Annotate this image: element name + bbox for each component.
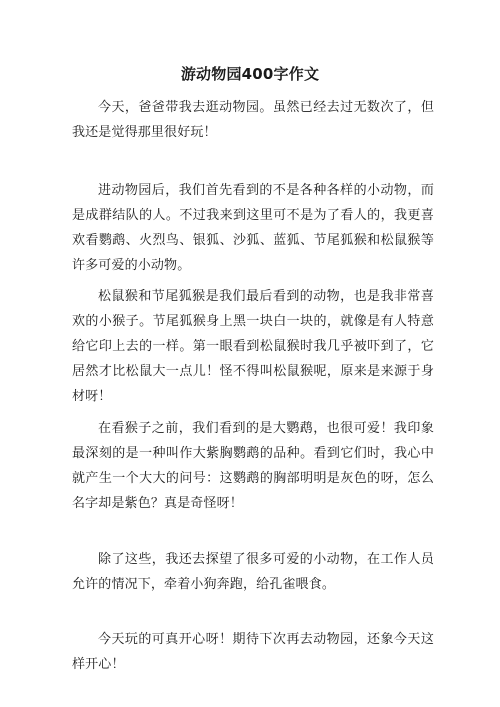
paragraph-4: 在看猴子之前，我们看到的是大鹦鹉，也很可爱！我印象最深刻的是一种叫作大紫胸鹦鹉的品种。看到它们时，我心中就产生一个大大的问号：这鹦鹉的胸部明明是灰色的呀，怎么名字却是紫色？真是奇怪呀！ [72, 421, 434, 511]
document-title: 游动物园400字作文 [180, 65, 320, 83]
paragraph-1: 今天，爸爸带我去逛动物园。虽然已经去过无数次了，但我还是觉得那里很好玩！ [72, 100, 434, 140]
paragraph-5: 除了这些，我还去探望了很多可爱的小动物，在工作人员允许的情况下，牵着小狗奔跑，给孔雀喂食。 [72, 552, 434, 592]
paragraph-3: 松鼠猴和节尾狐猴是我们最后看到的动物，也是我非常喜欢的小猴子。节尾狐猴身上黑一块白一块的，就像是有人特意给它印上去的一样。第一眼看到松鼠猴时我几乎被吓到了，它居然才比松鼠大一点儿！怪不得叫松鼠猴呢，原来是来源于身材呀！ [72, 289, 434, 404]
paragraph-6: 今天玩的可真开心呀！期待下次再去动物园，还象今天这样开心！ [72, 632, 434, 672]
paragraph-2: 进动物园后，我们首先看到的不是各种各样的小动物，而是成群结队的人。不过我来到这里可不是为了看人的，我更喜欢看鹦鹉、火烈鸟、银狐、沙狐、蓝狐、节尾狐猴和松鼠猴等许多可爱的小动物。 [72, 183, 434, 273]
